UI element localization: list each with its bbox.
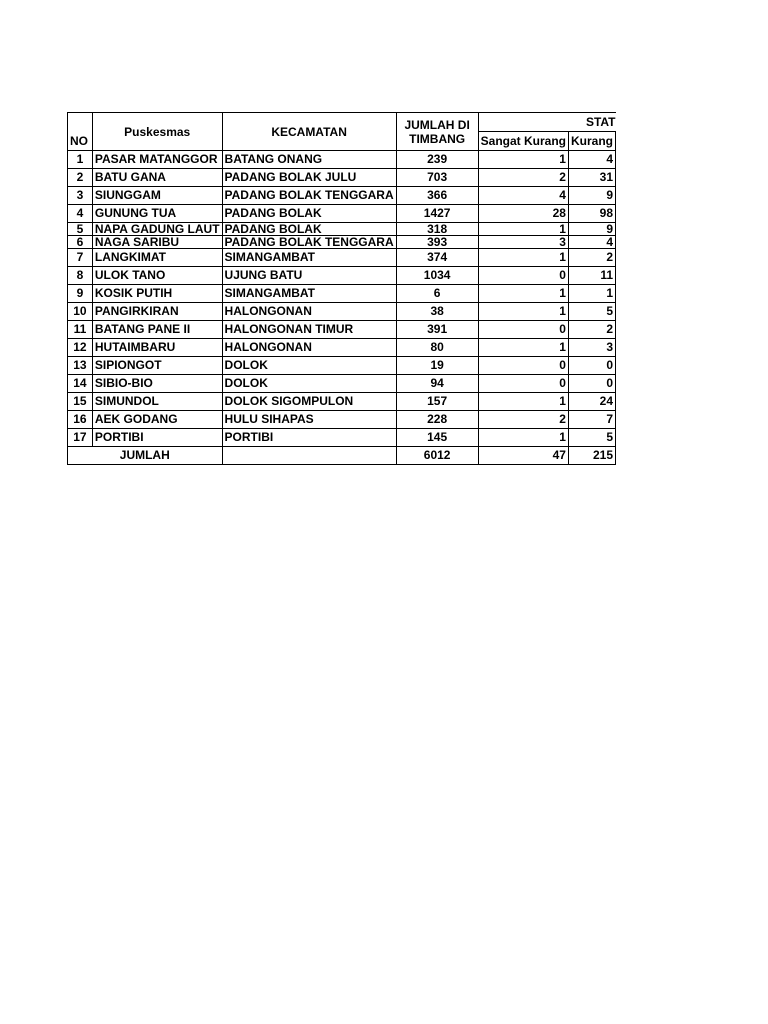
cell-kurang: 2: [568, 321, 615, 339]
cell-no: 2: [68, 169, 93, 187]
cell-no: 10: [68, 303, 93, 321]
cell-kecamatan: PADANG BOLAK: [222, 205, 396, 223]
cell-jumlah: 19: [396, 357, 478, 375]
cell-jumlah: 318: [396, 223, 478, 236]
cell-sangat-kurang: 2: [478, 169, 568, 187]
cell-jumlah: 1427: [396, 205, 478, 223]
table-row: [68, 321, 616, 339]
cell-puskesmas: NAGA SARIBU: [92, 236, 222, 249]
table-row: [68, 303, 616, 321]
total-kurang: 215: [568, 447, 615, 465]
cell-kecamatan: PADANG BOLAK TENGGARA: [222, 187, 396, 205]
cell-kecamatan: DOLOK SIGOMPULON: [222, 393, 396, 411]
cell-kecamatan: PADANG BOLAK JULU: [222, 169, 396, 187]
cell-sangat-kurang: 1: [478, 429, 568, 447]
cell-kurang: 5: [568, 303, 615, 321]
table-row: [68, 429, 616, 447]
cell-puskesmas: SIUNGGAM: [92, 187, 222, 205]
cell-no: 15: [68, 393, 93, 411]
cell-kurang: 3: [568, 339, 615, 357]
cell-no: 16: [68, 411, 93, 429]
cell-sangat-kurang: 0: [478, 357, 568, 375]
cell-sangat-kurang: 1: [478, 223, 568, 236]
header-sangat-kurang: Sangat Kurang: [478, 132, 568, 151]
cell-kurang: 11: [568, 267, 615, 285]
cell-sangat-kurang: 28: [478, 205, 568, 223]
table-body: [68, 151, 616, 447]
table-row: [68, 187, 616, 205]
cell-no: 12: [68, 339, 93, 357]
total-row: [68, 447, 616, 465]
data-table-container: [67, 112, 616, 465]
cell-puskesmas: BATANG PANE II: [92, 321, 222, 339]
cell-puskesmas: PORTIBI: [92, 429, 222, 447]
table-row: [68, 411, 616, 429]
cell-no: 9: [68, 285, 93, 303]
cell-no: 4: [68, 205, 93, 223]
cell-sangat-kurang: 4: [478, 187, 568, 205]
cell-jumlah: 6: [396, 285, 478, 303]
table-row: [68, 339, 616, 357]
cell-kecamatan: SIMANGAMBAT: [222, 285, 396, 303]
cell-kurang: 4: [568, 236, 615, 249]
cell-puskesmas: BATU GANA: [92, 169, 222, 187]
header-kecamatan: KECAMATAN: [222, 113, 396, 151]
cell-sangat-kurang: 1: [478, 303, 568, 321]
cell-kurang: 24: [568, 393, 615, 411]
puskesmas-status-table: [67, 112, 616, 465]
total-kecamatan: [222, 447, 396, 465]
cell-kurang: 31: [568, 169, 615, 187]
cell-sangat-kurang: 3: [478, 236, 568, 249]
cell-no: 13: [68, 357, 93, 375]
table-row: [68, 393, 616, 411]
table-row: [68, 169, 616, 187]
cell-kecamatan: UJUNG BATU: [222, 267, 396, 285]
table-row: [68, 249, 616, 267]
header-jumlah: [396, 113, 478, 151]
cell-sangat-kurang: 1: [478, 151, 568, 169]
header-kurang: Kurang: [568, 132, 615, 151]
cell-jumlah: 393: [396, 236, 478, 249]
cell-no: 7: [68, 249, 93, 267]
cell-no: 11: [68, 321, 93, 339]
cell-puskesmas: SIMUNDOL: [92, 393, 222, 411]
total-label: JUMLAH: [68, 447, 223, 465]
cell-no: 8: [68, 267, 93, 285]
cell-jumlah: 157: [396, 393, 478, 411]
cell-sangat-kurang: 0: [478, 375, 568, 393]
cell-kurang: 0: [568, 375, 615, 393]
header-jumlah-line1: JUMLAH DI: [404, 117, 470, 132]
cell-puskesmas: KOSIK PUTIH: [92, 285, 222, 303]
cell-kecamatan: SIMANGAMBAT: [222, 249, 396, 267]
header-status: STAT: [478, 113, 615, 132]
cell-puskesmas: GUNUNG TUA: [92, 205, 222, 223]
cell-sangat-kurang: 1: [478, 393, 568, 411]
cell-kecamatan: HALONGONAN: [222, 303, 396, 321]
cell-jumlah: 374: [396, 249, 478, 267]
cell-no: 14: [68, 375, 93, 393]
cell-jumlah: 228: [396, 411, 478, 429]
cell-puskesmas: NAPA GADUNG LAUT: [92, 223, 222, 236]
cell-no: 3: [68, 187, 93, 205]
cell-kecamatan: PORTIBI: [222, 429, 396, 447]
cell-kurang: 5: [568, 429, 615, 447]
cell-kurang: 2: [568, 249, 615, 267]
cell-kecamatan: HALONGONAN TIMUR: [222, 321, 396, 339]
cell-sangat-kurang: 2: [478, 411, 568, 429]
cell-puskesmas: PASAR MATANGGOR: [92, 151, 222, 169]
cell-kecamatan: PADANG BOLAK: [222, 223, 396, 236]
table-row: [68, 205, 616, 223]
table-row: [68, 223, 616, 236]
cell-kurang: 0: [568, 357, 615, 375]
cell-sangat-kurang: 1: [478, 339, 568, 357]
table-row: [68, 375, 616, 393]
cell-sangat-kurang: 0: [478, 321, 568, 339]
cell-puskesmas: SIPIONGOT: [92, 357, 222, 375]
cell-kecamatan: BATANG ONANG: [222, 151, 396, 169]
cell-puskesmas: ULOK TANO: [92, 267, 222, 285]
cell-kecamatan: PADANG BOLAK TENGGARA: [222, 236, 396, 249]
total-jumlah: 6012: [396, 447, 478, 465]
cell-jumlah: 38: [396, 303, 478, 321]
cell-kecamatan: DOLOK: [222, 357, 396, 375]
table-row: [68, 236, 616, 249]
header-puskesmas: Puskesmas: [92, 113, 222, 151]
cell-no: 6: [68, 236, 93, 249]
cell-kurang: 9: [568, 223, 615, 236]
cell-sangat-kurang: 1: [478, 285, 568, 303]
table-row: [68, 357, 616, 375]
cell-kecamatan: DOLOK: [222, 375, 396, 393]
cell-no: 5: [68, 223, 93, 236]
table-row: [68, 267, 616, 285]
cell-kurang: 7: [568, 411, 615, 429]
cell-kurang: 4: [568, 151, 615, 169]
cell-no: 17: [68, 429, 93, 447]
cell-jumlah: 239: [396, 151, 478, 169]
cell-puskesmas: PANGIRKIRAN: [92, 303, 222, 321]
cell-sangat-kurang: 0: [478, 267, 568, 285]
cell-jumlah: 391: [396, 321, 478, 339]
cell-puskesmas: AEK GODANG: [92, 411, 222, 429]
cell-puskesmas: SIBIO-BIO: [92, 375, 222, 393]
cell-jumlah: 1034: [396, 267, 478, 285]
cell-puskesmas: HUTAIMBARU: [92, 339, 222, 357]
cell-jumlah: 366: [396, 187, 478, 205]
cell-sangat-kurang: 1: [478, 249, 568, 267]
cell-kurang: 98: [568, 205, 615, 223]
cell-kurang: 9: [568, 187, 615, 205]
table-row: [68, 285, 616, 303]
total-sangat-kurang: 47: [478, 447, 568, 465]
cell-no: 1: [68, 151, 93, 169]
cell-jumlah: 703: [396, 169, 478, 187]
table-row: [68, 151, 616, 169]
cell-jumlah: 94: [396, 375, 478, 393]
cell-jumlah: 80: [396, 339, 478, 357]
cell-kecamatan: HALONGONAN: [222, 339, 396, 357]
header-jumlah-line2: TIMBANG: [409, 131, 466, 146]
header-row-1: [68, 113, 616, 132]
cell-kecamatan: HULU SIHAPAS: [222, 411, 396, 429]
cell-puskesmas: LANGKIMAT: [92, 249, 222, 267]
header-no: NO: [68, 113, 93, 151]
cell-jumlah: 145: [396, 429, 478, 447]
cell-kurang: 1: [568, 285, 615, 303]
